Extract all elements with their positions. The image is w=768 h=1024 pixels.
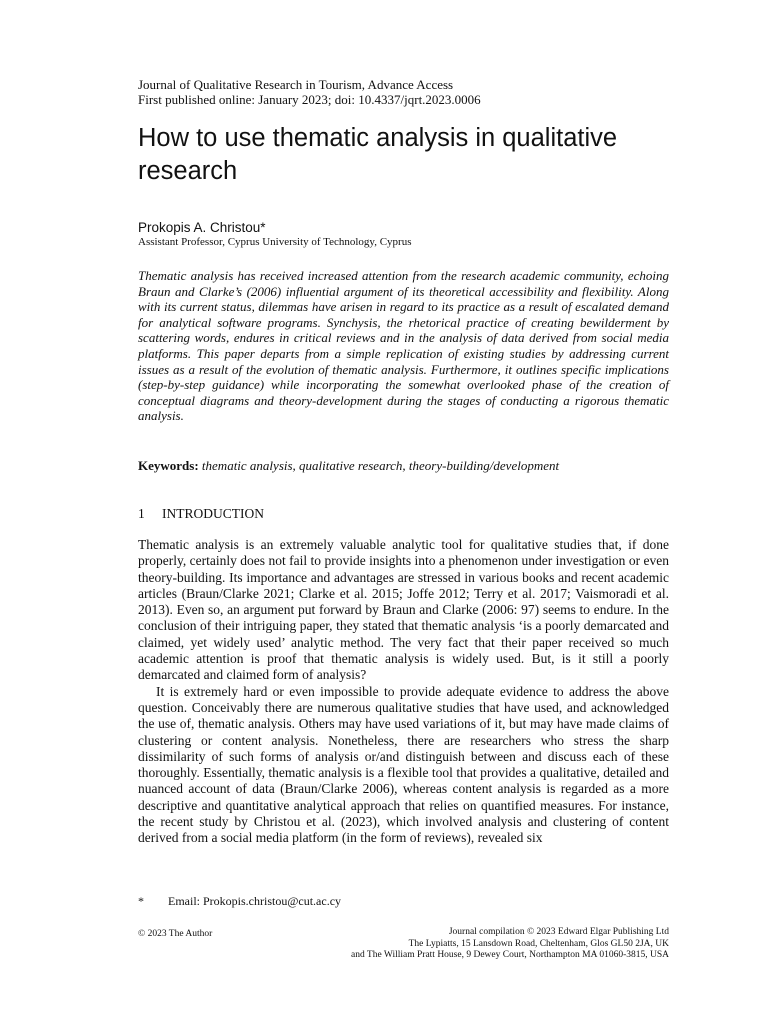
- publisher-info: [351, 927, 669, 962]
- copyright: © 2023 The Author: [138, 929, 213, 939]
- footnote-email: Email: Prokopis.christou@cut.ac.cy: [168, 894, 342, 908]
- section-title: INTRODUCTION: [162, 506, 264, 521]
- author-name: Prokopis A. Christou*: [138, 220, 266, 235]
- journal-header: [138, 77, 481, 107]
- journal-doi: First published online: January 2023; doi: 10.4337/jqrt.2023.0006: [138, 92, 481, 107]
- publisher-line: and The William Pratt House, 9 Dewey Court, Northampton MA 01060-3815, USA: [350, 950, 669, 960]
- author-affiliation: Assistant Professor, Cyprus University of Technology, Cyprus: [138, 236, 412, 248]
- paper-title: How to use thematic analysis in qualitative research: [138, 124, 618, 185]
- publisher-line: Journal compilation © 2023 Edward Elgar Publishing Ltd: [448, 927, 669, 937]
- section-heading: [138, 506, 264, 522]
- footnote: [138, 894, 341, 909]
- paragraph: It is extremely hard or even impossible to provide adequate evidence to address the above question. Conceivably there are numerous qualitative studies that have used, and acknowledged the use of, thematic analysis. Others may have used variations of it, but may have made claims of clustering or content analysis. Nonetheless, there are researchers who stress the sharp dissimilarity of such forms of analysis or/and distinguish between and discuss each of these thoroughly. Essentially, thematic analysis is a flexible tool that provides a qualitative, detailed and nuanced account of data (Braun/Clarke 2006), whereas content analysis is regarded as a more descriptive and quantitative analytical approach that relies on quantified measures. For instance, the recent study by Christou et al. (2023), which involved analysis and clustering of content derived from a social media platform (in the form of reviews), revealed six: [138, 683, 669, 846]
- abstract: Thematic analysis has received increased attention from the research academic community, echoing Braun and Clarke’s (2006) influential argument of its theoretical accessibility and flexibility. Along with its current status, dilemmas have arisen in regard to its practice as a result of escalated demand for analytical software programs. Synchysis, the rhetorical practice of creating bewilderment by scattering words, endures in critical reviews and in the analysis of data derived from social media platforms. This paper departs from a simple replication of existing studies by addressing current issues as a result of the evolution of thematic analysis. Furthermore, it outlines specific implications (step-by-step guidance) while incorporating the somewhat overlooked phase of the creation of conceptual diagrams and theory-development during the stages of conducting a rigorous thematic analysis.: [138, 268, 669, 424]
- journal-name: Journal of Qualitative Research in Tourism, Advance Access: [138, 77, 454, 92]
- keywords: [138, 458, 678, 474]
- footnote-mark: *: [138, 894, 144, 908]
- keywords-text: thematic analysis, qualitative research, theory-building/development: [201, 458, 560, 473]
- section-number: 1: [138, 506, 145, 521]
- keywords-label: Keywords:: [138, 458, 199, 473]
- paragraph: Thematic analysis is an extremely valuable analytic tool for qualitative studies that, if done properly, certainly does not fail to provide insights into a phenomenon under investigation or even theory-building. Its importance and advantages are stressed in various books and recent academic articles (Braun/Clarke 2021; Clarke et al. 2015; Joffe 2012; Terry et al. 2017; Vaismoradi et al. 2013). Even so, an argument put forward by Braun and Clarke (2006: 97) seems to endure. In the conclusion of their intriguing paper, they stated that thematic analysis ‘is a poorly demarcated and claimed, yet widely used’ analytic method. The very fact that their paper received so much academic attention is proof that thematic analysis is widely used. But, is it still a poorly demarcated and claimed form of analysis?: [138, 537, 669, 683]
- body-text: [138, 537, 669, 847]
- publisher-line: The Lypiatts, 15 Lansdown Road, Cheltenham, Glos GL50 2JA, UK: [408, 938, 669, 949]
